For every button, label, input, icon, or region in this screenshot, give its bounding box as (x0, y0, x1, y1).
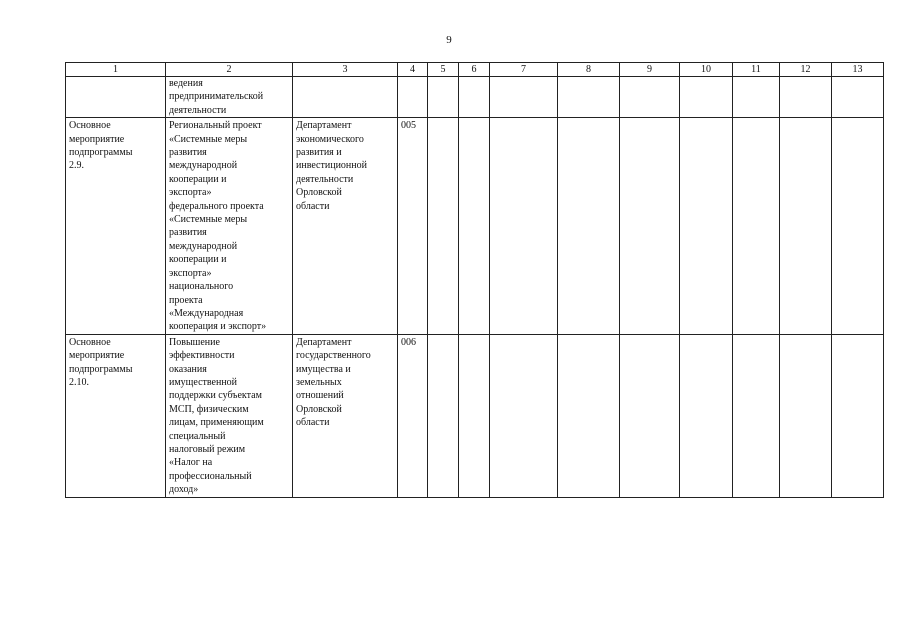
empty-cell (558, 334, 620, 497)
table-row (66, 77, 884, 118)
empty-cell (490, 118, 558, 335)
code-cell: 005 (401, 120, 416, 132)
empty-cell (680, 77, 733, 118)
empty-cell (832, 334, 884, 497)
empty-cell (733, 77, 780, 118)
column-header: 2 (166, 63, 293, 77)
table-cell (398, 334, 428, 497)
table-cell (293, 118, 398, 335)
empty-cell (780, 77, 832, 118)
column-header: 7 (490, 63, 558, 77)
table-row (66, 334, 884, 497)
activity-description: ведения предпринимательской деятельности (169, 78, 264, 116)
column-header: 5 (428, 63, 459, 77)
responsible-executor: Департамент государственного имущества и земельных отношений Орловской области (296, 336, 371, 429)
table-row (66, 118, 884, 335)
column-header: 11 (733, 63, 780, 77)
table-cell (66, 118, 166, 335)
empty-cell (428, 118, 459, 335)
empty-cell (620, 118, 680, 335)
page-number: 9 (446, 34, 452, 46)
code-cell: 006 (401, 336, 416, 348)
empty-cell (733, 118, 780, 335)
column-number-header-row (66, 63, 884, 77)
empty-cell (780, 334, 832, 497)
empty-cell (558, 77, 620, 118)
empty-cell (620, 77, 680, 118)
activity-description: Региональный проект «Системные меры развития международной кооперации и экспорта» федерального проекта «Системные меры развития международной кооперации и экспорта» национального проекта «Международная кооперация и экспорт» (169, 120, 267, 333)
table-cell (66, 334, 166, 497)
table-cell (66, 77, 166, 118)
empty-cell (680, 118, 733, 335)
responsible-executor: Департамент экономического развития и инвестиционной деятельности Орловской области (296, 120, 367, 212)
empty-cell (620, 334, 680, 497)
table-cell (398, 118, 428, 335)
column-header: 6 (459, 63, 490, 77)
table-cell (166, 77, 293, 118)
column-header: 8 (558, 63, 620, 77)
column-header: 9 (620, 63, 680, 77)
empty-cell (558, 118, 620, 335)
table-cell (293, 77, 398, 118)
empty-cell (428, 334, 459, 497)
empty-cell (832, 77, 884, 118)
column-header: 4 (398, 63, 428, 77)
program-table (65, 62, 884, 498)
empty-cell (490, 334, 558, 497)
column-header: 1 (66, 63, 166, 77)
empty-cell (733, 334, 780, 497)
empty-cell (459, 334, 490, 497)
empty-cell (832, 118, 884, 335)
column-header: 3 (293, 63, 398, 77)
column-header: 10 (680, 63, 733, 77)
empty-cell (490, 77, 558, 118)
column-header: 12 (780, 63, 832, 77)
table-cell (166, 334, 293, 497)
table-cell (293, 334, 398, 497)
empty-cell (780, 118, 832, 335)
empty-cell (680, 334, 733, 497)
column-header: 13 (832, 63, 884, 77)
table-cell (166, 118, 293, 335)
empty-cell (459, 118, 490, 335)
empty-cell (459, 77, 490, 118)
activity-description: Повышение эффективности оказания имущественной поддержки субъектам МСП, физическим лицам, применяющим специальный налоговый режим «Налог на профессиональный доход» (169, 336, 264, 496)
empty-cell (428, 77, 459, 118)
activity-label: Основное мероприятие подпрограммы 2.9. (69, 120, 133, 172)
activity-label: Основное мероприятие подпрограммы 2.10. (69, 336, 133, 388)
table-cell (398, 77, 428, 118)
